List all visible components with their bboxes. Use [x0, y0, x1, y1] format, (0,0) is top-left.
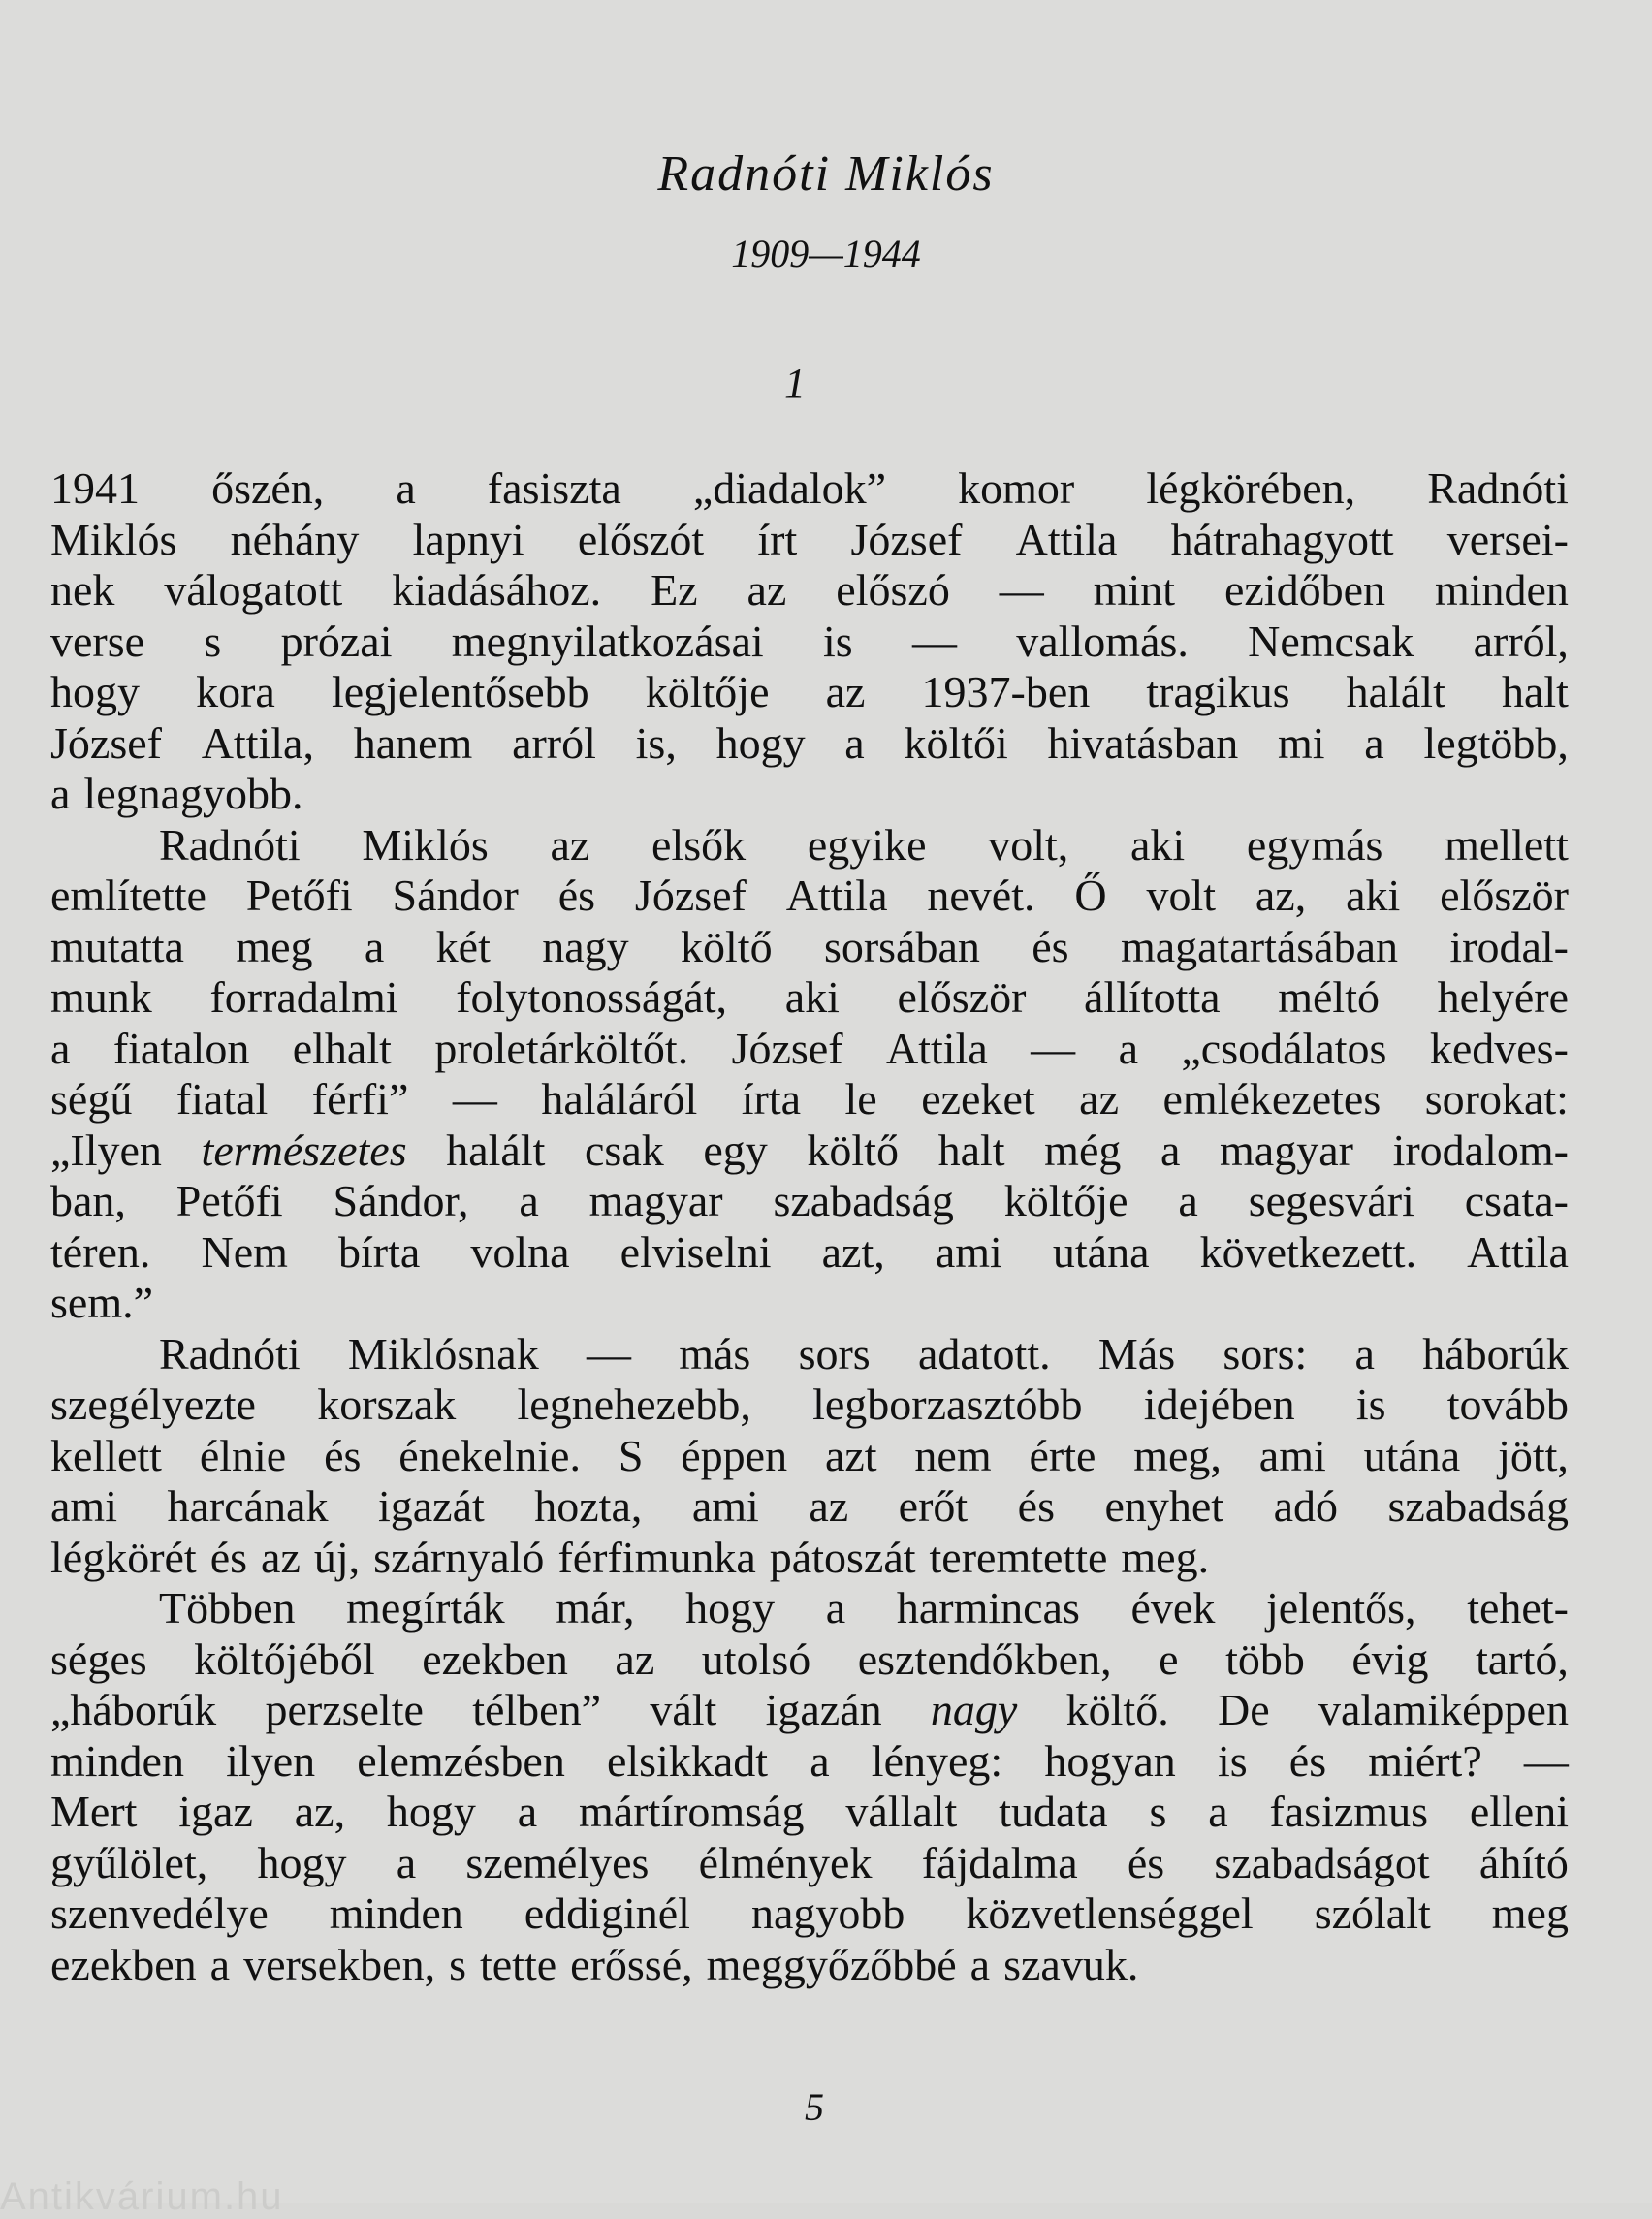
text-line: említette Petőfi Sándor és József Attila nevét. Ő volt az, aki először — [50, 871, 1569, 920]
text-line: Mert igaz az, hogy a mártíromság vállalt tudata s a fasizmus elleni — [50, 1787, 1569, 1836]
text-line: Radnóti Miklósnak — más sors adatott. Más sors: a háborúk — [159, 1328, 1569, 1379]
text-line: a legnagyobb. — [50, 769, 303, 818]
text-line: minden ilyen elemzésben elsikkadt a lényeg: hogyan is és miért? — — [50, 1735, 1569, 1786]
text-line: Miklós néhány lapnyi előszót írt József Attila hátrahagyott versei- — [50, 514, 1569, 564]
text-line: „háborúk perzselte télben” vált igazán nagy költő. De valamiképpen — [50, 1685, 1569, 1734]
page-number: 5 — [805, 2085, 824, 2129]
text-line: séges költőjéből ezekben az utolsó esztendőkben, e több évig tartó, — [50, 1633, 1569, 1684]
text-line: hogy kora legjelentősebb költője az 1937-ben tragikus halált halt — [50, 667, 1569, 716]
text-line: téren. Nem bírta volna elviselni azt, ami utána következett. Attila — [50, 1226, 1569, 1277]
text-line: sem.” — [50, 1278, 154, 1327]
text-line: Többen megírták már, hogy a harmincas évek jelentős, tehet- — [159, 1583, 1569, 1633]
text-line: gyűlölet, hogy a személyes élmények fájdalma és szabadságot áhító — [50, 1837, 1569, 1887]
text-line: a fiatalon elhalt proletárköltőt. József Attila — a „csodálatos kedves- — [50, 1023, 1569, 1073]
life-years: 1909—1944 — [731, 232, 921, 275]
text-line: 1941 őszén, a fasiszta „diadalok” komor légkörében, Radnóti — [50, 463, 1569, 513]
text-line: ban, Petőfi Sándor, a magyar szabadság költője a segesvári csata- — [50, 1176, 1569, 1225]
text-line: ezekben a versekben, s tette erőssé, meggyőzőbbé a szavuk. — [50, 1939, 1139, 1989]
watermark: Antikvárium.hu — [0, 2175, 284, 2218]
text-line: kellett élnie és énekelnie. S éppen azt nem érte meg, ami utána jött, — [50, 1430, 1569, 1480]
text-line: nek válogatott kiadásához. Ez az előszó — mint ezidőben minden — [50, 565, 1569, 615]
body-text — [50, 463, 1569, 1990]
text-line: szenvedélye minden eddiginél nagyobb közvetlenséggel szólalt meg — [50, 1888, 1569, 1938]
text-line: „Ilyen természetes halált csak egy költő halt még a magyar irodalom- — [50, 1125, 1569, 1175]
text-line: József Attila, hanem arról is, hogy a költői hivatásban mi a legtöbb, — [50, 717, 1569, 768]
text-line: Radnóti Miklós az elsők egyike volt, aki egymás mellett — [159, 819, 1569, 870]
text-line: szegélyezte korszak legnehezebb, legborzasztóbb idejében is tovább — [50, 1379, 1569, 1429]
text-line: munk forradalmi folytonosságát, aki először állította méltó helyére — [50, 972, 1569, 1022]
paragraph — [50, 1583, 1569, 1990]
author-heading: Radnóti Miklós — [657, 146, 995, 202]
text-line: verse s prózai megnyilatkozásai is — vallomás. Nemcsak arról, — [50, 616, 1569, 666]
paragraph — [50, 463, 1569, 820]
section-number: 1 — [784, 360, 806, 407]
text-line: ami harcának igazát hozta, ami az erőt és enyhet adó szabadság — [50, 1481, 1569, 1531]
text-line: mutatta meg a két nagy költő sorsában és magatartásában irodal- — [50, 921, 1569, 971]
paragraph — [50, 820, 1569, 1329]
paragraph — [50, 1329, 1569, 1584]
text-line: ségű fiatal férfi” — haláláról írta le ezeket az emlékezetes sorokat: — [50, 1074, 1569, 1124]
text-line: légkörét és az új, szárnyaló férfimunka pátoszát teremtette meg. — [50, 1532, 1210, 1582]
